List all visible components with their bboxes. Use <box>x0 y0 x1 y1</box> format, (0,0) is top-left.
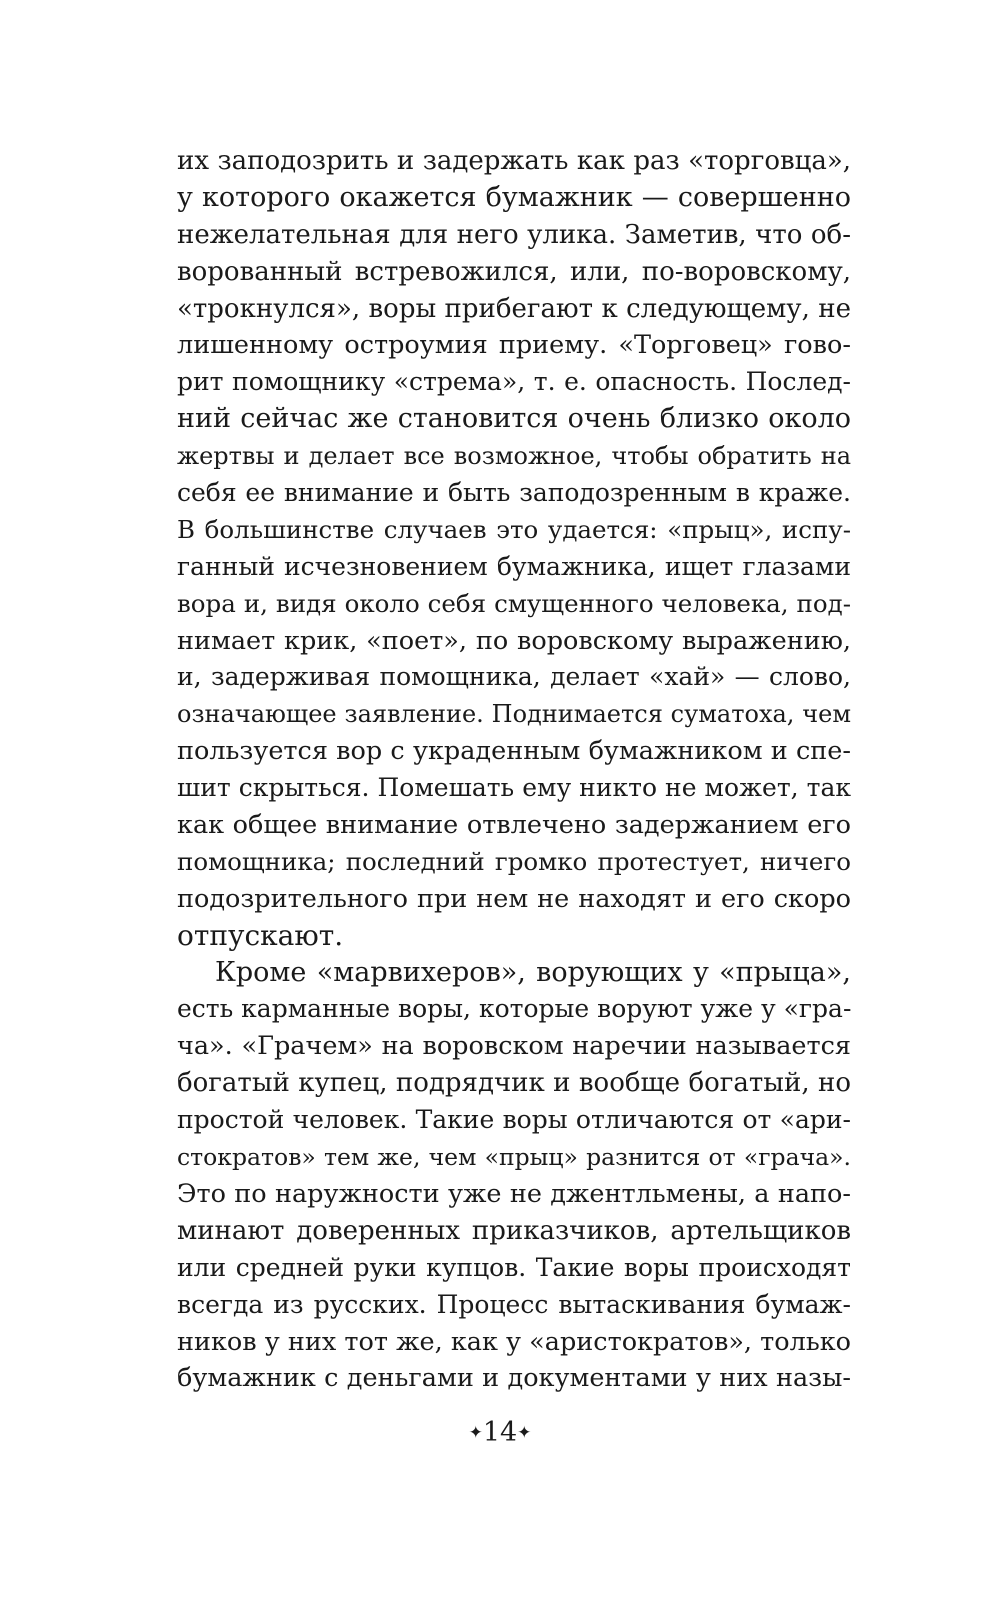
text-line: себя ее внимание и быть заподозренным в краже. <box>177 478 851 508</box>
text-line: Кроме «марвихеров», ворующих у «прыца», <box>215 956 851 988</box>
paragraph-2 <box>177 955 851 1398</box>
text-line: есть карманные воры, которые воруют уже у «гра- <box>177 994 851 1024</box>
text-line: жертвы и делает все возможное, чтобы обратить на <box>177 442 851 471</box>
text-line: нежелательная для него улика. Заметив, что об- <box>177 219 851 250</box>
text-line: В большинстве случаев это удается: «прыц», испу- <box>177 514 851 544</box>
text-line: у которого окажется бумажник — совершенно <box>177 181 851 213</box>
text-line: помощника; последний громко протестует, ничего <box>177 846 851 876</box>
text-line: вора и, видя около себя смущенного человека, под- <box>177 588 851 618</box>
page-number: 14 <box>482 1417 518 1448</box>
text-line: простой человек. Такие воры отличаются от «ари- <box>177 1105 851 1135</box>
page-number-footer <box>0 1417 1000 1449</box>
text-line: шит скрыться. Помешать ему никто не может, так <box>177 773 851 803</box>
text-line: их заподозрить и задержать как раз «торговца», <box>177 146 851 176</box>
text-line: ворованный встревожился, или, по-воровскому, <box>177 256 851 287</box>
text-line: пользуется вор с украденным бумажником и спе- <box>177 736 851 767</box>
text-line: означающее заявление. Поднимается суматоха, чем <box>177 700 851 729</box>
text-line: стократов» тем же, чем «прыц» разнится от «грача». <box>177 1143 851 1172</box>
text-line: ний сейчас же становится очень близко около <box>177 403 851 435</box>
paragraph-1 <box>177 143 851 955</box>
text-line: Это по наружности уже не джентльмены, а напо- <box>177 1178 851 1209</box>
ornament-left-icon: ✦ <box>468 1423 483 1443</box>
text-line: «трокнулся», воры прибегают к следующему, не <box>177 293 851 324</box>
text-line: ганный исчезновением бумажника, ищет глазами <box>177 551 851 581</box>
text-line: отпускают. <box>177 918 344 952</box>
text-line: ча». «Грачем» на воровском наречии называется <box>177 1031 851 1062</box>
text-line: бумажник с деньгами и документами у них назы- <box>177 1363 851 1394</box>
text-line: нимает крик, «поет», по воровскому выражению, <box>177 625 851 656</box>
text-line: подозрительного при нем не находят и его скоро <box>177 883 851 914</box>
text-line: ников у них тот же, как у «аристократов», только <box>177 1326 851 1357</box>
text-line: и, задерживая помощника, делает «хай» — слово, <box>177 662 851 692</box>
text-line: рит помощнику «стрема», т. е. опасность. Послед- <box>177 367 851 397</box>
text-line: всегда из русских. Процесс вытаскивания бумаж- <box>177 1289 851 1319</box>
text-line: богатый купец, подрядчик и вообще богатый, но <box>177 1068 851 1099</box>
ornament-right-icon: ✦ <box>517 1423 532 1443</box>
body-text <box>177 143 851 1397</box>
text-line: или средней руки купцов. Такие воры происходят <box>177 1252 851 1282</box>
text-line: как общее внимание отвлечено задержанием его <box>177 810 851 841</box>
text-line: минают доверенных приказчиков, артельщиков <box>177 1215 851 1246</box>
text-line: лишенному остроумия приему. «Торговец» гово- <box>177 330 851 361</box>
